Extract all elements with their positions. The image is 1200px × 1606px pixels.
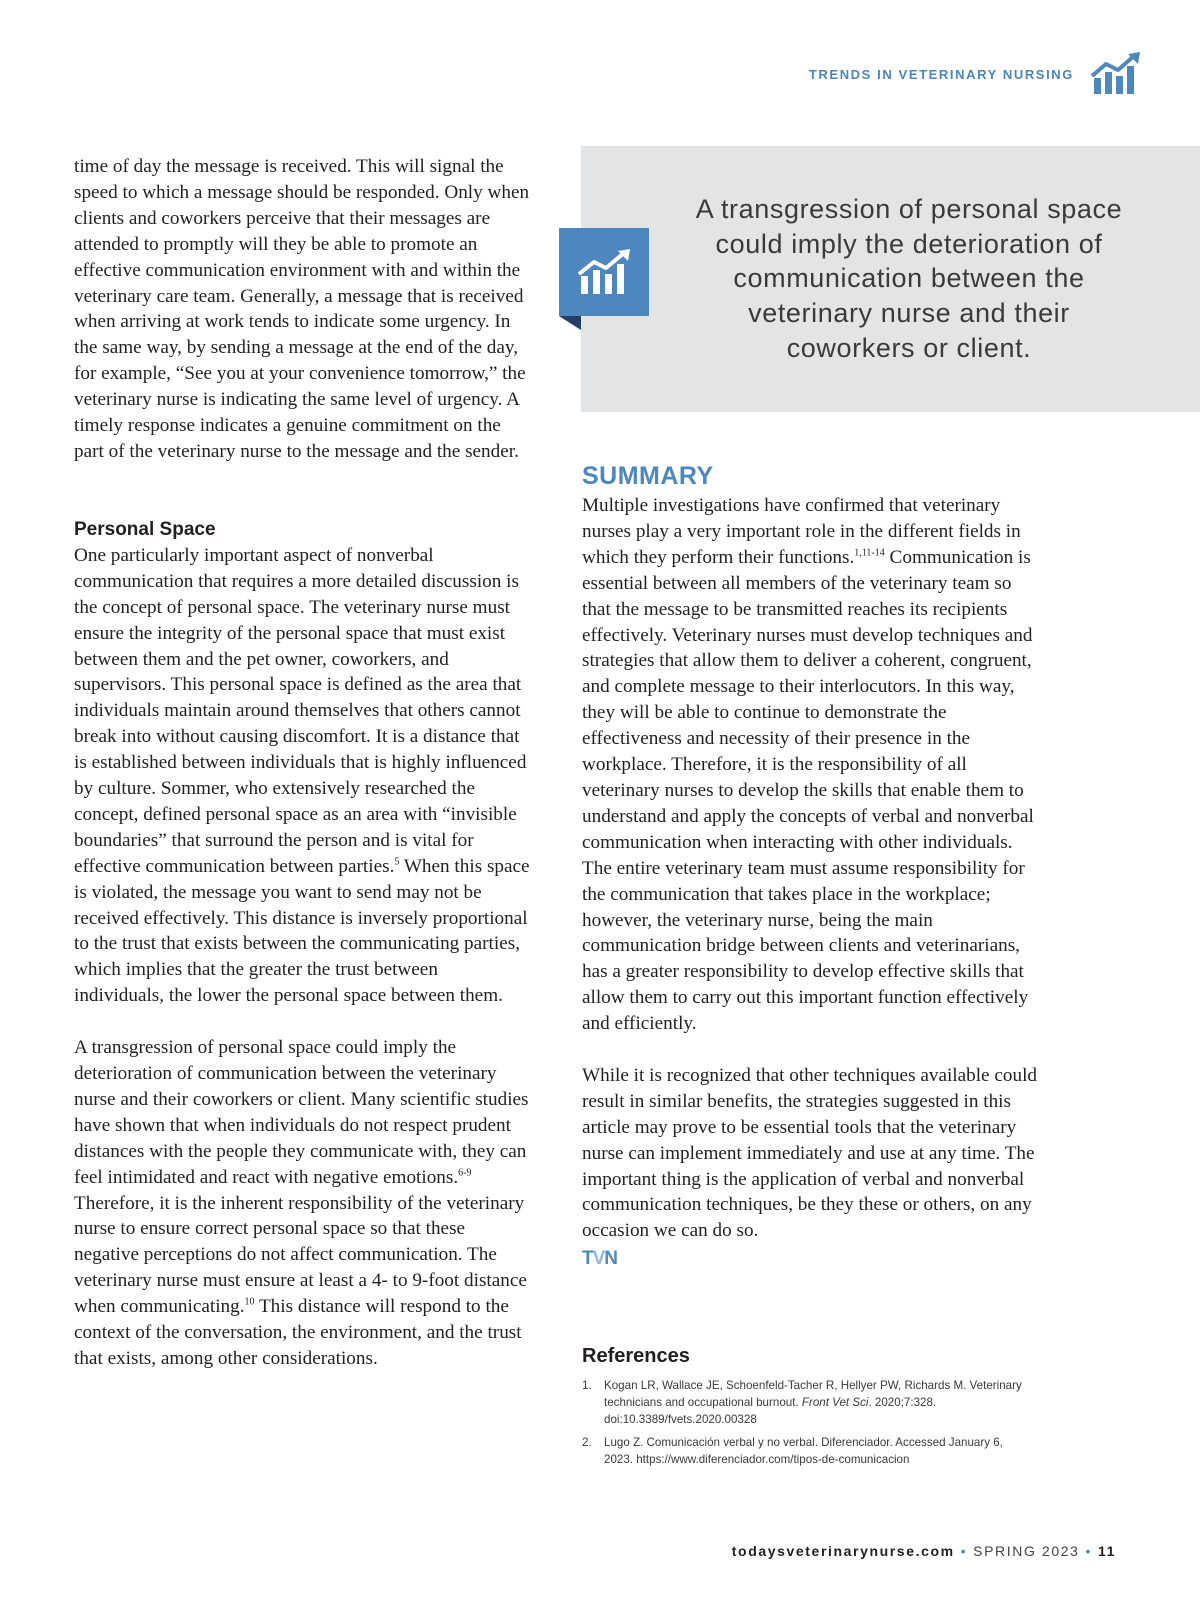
reference-item: 1. Kogan LR, Wallace JE, Schoenfeld-Tacher R, Hellyer PW, Richards M. Veterinary technicians and occupational burnout. Front Vet Sci. 2020;7:328. doi:10.3389/fvets.2020.00328 — [582, 1379, 1022, 1427]
chart-trend-icon — [1090, 52, 1142, 96]
section-heading-personal-space: Personal Space — [74, 518, 216, 540]
right-column — [582, 461, 1040, 1272]
pull-quote-icon-badge — [559, 228, 649, 316]
chart-trend-icon — [576, 248, 632, 296]
section-label: TRENDS IN VETERINARY NURSING — [808, 67, 1074, 82]
intro-paragraph: time of day the message is received. This will signal the speed to which a message should be responded. Only when clients and coworkers perceive that their messages are attended to promptly will they be able to promote an effective communication environment with and within the veterinary care team. Generally, a message that is received when arriving at work tends to indicate some urgency. In the same way, by sending a message at the end of the day, for example, “See you at your convenience tomorrow,” the veterinary nurse is indicating the same level of urgency. A timely response indicates a genuine commitment on the part of the veterinary nurse to the message and the sender. — [74, 156, 530, 462]
reference-item: 2. Lugo Z. Comunicación verbal y no verbal. Diferenciador. Accessed January 6, 2023. https://www.diferenciador.com/tipos-de-comunicacion — [582, 1435, 1003, 1466]
left-column — [74, 154, 532, 1372]
citation-superscript: 6-9 — [458, 1167, 472, 1179]
footer-separator: • — [960, 1543, 968, 1559]
citation-superscript: 10 — [244, 1296, 255, 1308]
pull-quote-badge-fold — [559, 316, 581, 330]
page-number: 11 — [1098, 1543, 1116, 1559]
personal-space-paragraph-1: One particularly important aspect of nonverbal communication that requires a more detailed discussion is the concept of personal space. The veterinary nurse must ensure the integrity of the personal space that must exist between them and the pet owner, coworkers, and supervisors. This personal space is defined as the area that individuals maintain around themselves that others cannot break into without causing discomfort. It is a distance that is established between individuals that is highly influenced by culture. Sommer, who extensively researched the concept, defined personal space as an area with “invisible boundaries” that surround the person and is vital for effective communication between parties.$^5$ When this space is violated, the message you want to send may not be received effectively. This distance is inversely proportional to the trust that exists between the communicating parties, which implies that the greater the trust between individuals, the lower the personal space between them. — [74, 544, 530, 1007]
citation-superscript: 5 — [394, 856, 400, 868]
tvn-end-mark: TVN — [582, 1248, 618, 1270]
summary-heading: SUMMARY — [582, 462, 714, 490]
personal-space-paragraph-2: A transgression of personal space could imply the deterioration of communication between the veterinary nurse and their coworkers or client. Many scientific studies have shown that when individuals do not respect prudent distances with the people they communicate with, they can feel intimidated and react with negative emotions.$^{6-9}$ Therefore, it is the inherent responsibility of the veterinary nurse to ensure correct personal space so that these negative perceptions do not affect communication. The veterinary nurse must ensure at least a 4- to 9-foot distance when communicating.$^{10}$ This distance will respond to the context of the conversation, the environment, and the trust that exists, among other considerations. — [74, 1037, 529, 1369]
pull-quote-box — [581, 146, 1200, 412]
footer-site: todaysveterinarynurse.com — [731, 1543, 955, 1559]
summary-paragraph-1: Multiple investigations have confirmed that veterinary nurses play a very important role in the different fields in which they perform their functions.$^{1,11-14}$ Communication is essential between all members of the veterinary team so that the message to be transmitted reaches its recipients effectively. Veterinary nurses must develop techniques and strategies that allow them to deliver a coherent, congruent, and complete message to their interlocutors. In this way, they will be able to continue to demonstrate the effectiveness and necessity of their presence in the workplace. Therefore, it is the responsibility of all veterinary nurses to develop the skills that enable them to understand and apply the concepts of verbal and nonverbal communication when interacting with other individuals. The entire veterinary team must assume responsibility for the communication that takes place in the workplace; however, the veterinary nurse, being the main communication bridge between clients and veterinarians, has a greater responsibility to develop effective skills that allow them to carry out this important function effectively and efficiently. — [582, 495, 1034, 1035]
references-list — [582, 1377, 1022, 1473]
footer-season: SPRING 2023 — [973, 1543, 1080, 1559]
citation-superscript: 1,11-14 — [854, 547, 885, 559]
footer-separator: • — [1085, 1543, 1092, 1559]
summary-paragraph-2: While it is recognized that other techniques available could result in similar benefits, the strategies suggested in this article may prove to be essential tools that the veterinary nurse can implement immediately and use at any time. The important thing is the application of verbal and nonverbal communication techniques, be they these or others, on any occasion we can do so. — [582, 1064, 1038, 1242]
page-footer — [732, 1543, 1116, 1559]
pull-quote-text: A transgression of personal space could imply the deterioration of communication between the veterinary nurse and their coworkers or client. — [695, 194, 1123, 363]
references-heading: References — [582, 1345, 690, 1367]
